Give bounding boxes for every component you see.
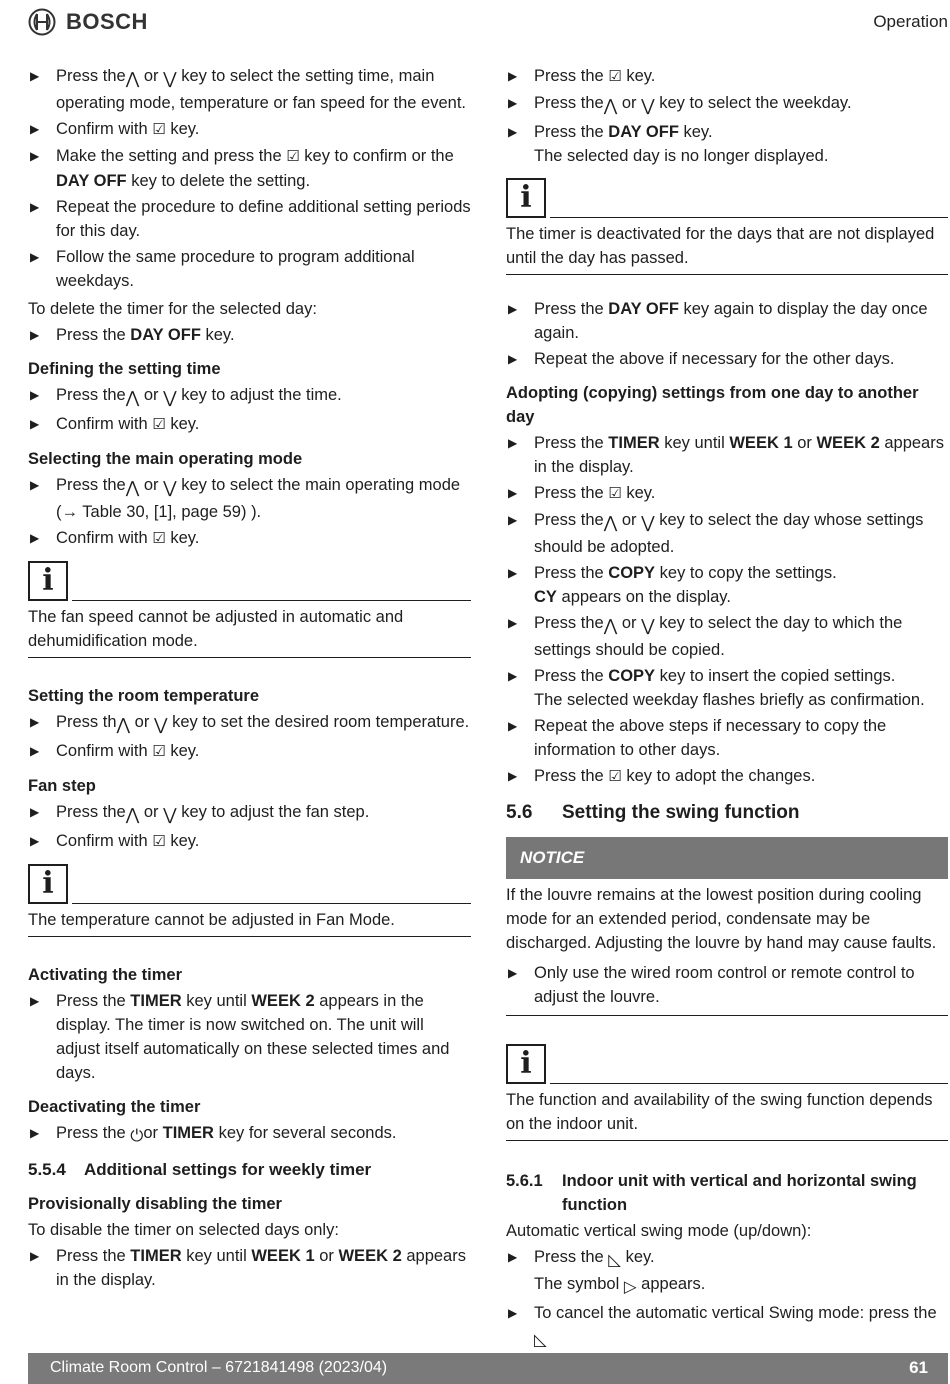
note-text: The fan speed cannot be adjusted in automatic and dehumidification mode. bbox=[28, 601, 471, 658]
up-key-icon: ⋀ bbox=[603, 97, 618, 115]
info-note bbox=[28, 561, 471, 658]
bullet-arrow-icon: ▶ bbox=[508, 352, 518, 366]
bullet-arrow-icon: ▶ bbox=[30, 834, 40, 848]
down-key-icon: ⋁ bbox=[641, 617, 655, 635]
power-key-icon: ⏻ bbox=[130, 1127, 144, 1145]
down-key-icon: ⋁ bbox=[163, 389, 177, 407]
list-item: ▶ Press th⋀ or ⋁ key to set the desired room temperature. bbox=[28, 710, 471, 737]
bullet-arrow-icon: ▶ bbox=[508, 769, 518, 783]
up-key-icon: ⋀ bbox=[603, 617, 618, 635]
notice-label: NOTICE bbox=[506, 837, 948, 879]
list-item: ▶ Confirm with ☑ key. bbox=[28, 526, 471, 551]
down-key-icon: ⋁ bbox=[641, 514, 655, 532]
list-item: ▶ Press the ☑ key to adopt the changes. bbox=[506, 764, 948, 789]
up-key-icon: ⋀ bbox=[125, 806, 140, 824]
info-icon: i bbox=[506, 1044, 546, 1084]
bullet-arrow-icon: ▶ bbox=[30, 744, 40, 758]
subheading: Fan step bbox=[28, 777, 96, 795]
bullet-arrow-icon: ▶ bbox=[508, 566, 518, 580]
bullet-arrow-icon: ▶ bbox=[508, 69, 518, 83]
list-item: ▶ Press the DAY OFF key again to display the day once again. bbox=[506, 297, 948, 345]
list-item: ▶ Press the DAY OFF key. bbox=[28, 323, 471, 347]
bullet-arrow-icon: ▶ bbox=[30, 69, 40, 83]
confirm-key-icon: ☑ bbox=[608, 485, 622, 502]
list-item: ▶ Press the⋀ or ⋁ key to adjust the time. bbox=[28, 383, 471, 410]
bullet-arrow-icon: ▶ bbox=[30, 478, 40, 492]
list-item: ▶ Only use the wired room control or remote control to adjust the louvre. bbox=[506, 961, 948, 1009]
down-key-icon: ⋁ bbox=[163, 70, 177, 88]
section-heading: 5.5.4 Additional settings for weekly timer bbox=[28, 1160, 372, 1179]
bullet-arrow-icon: ▶ bbox=[30, 805, 40, 819]
notice-body: If the louvre remains at the lowest position during cooling mode for an extended period, condensate may be discharged. Adjusting the louvre by hand may cause faults. ▶ Only use the wired room control or remote control to adjust the louvre. bbox=[506, 879, 948, 1016]
list-item: ▶ Press the ⏻or TIMER key for several seconds. bbox=[28, 1121, 471, 1148]
swing-key-icon: ◺ bbox=[534, 1331, 547, 1349]
bullet-arrow-icon: ▶ bbox=[30, 417, 40, 431]
bullet-arrow-icon: ▶ bbox=[30, 250, 40, 264]
list-item: ▶ Press the⋀ or ⋁ key to select the setting time, main operating mode, temperature or fan speed for the event. bbox=[28, 64, 471, 115]
bullet-arrow-icon: ▶ bbox=[508, 486, 518, 500]
subheading: Provisionally disabling the timer bbox=[28, 1195, 282, 1213]
paragraph: To disable the timer on selected days only: bbox=[28, 1221, 339, 1239]
bullet-arrow-icon: ▶ bbox=[508, 966, 518, 980]
list-item: ▶ Confirm with ☑ key. bbox=[28, 739, 471, 764]
list-item: ▶ Repeat the above steps if necessary to copy the information to other days. bbox=[506, 714, 948, 762]
list-item: ▶ To cancel the automatic vertical Swing mode: press the ◺ bbox=[506, 1301, 948, 1376]
bullet-arrow-icon: ▶ bbox=[30, 994, 40, 1008]
info-note bbox=[506, 178, 948, 275]
subheading: Selecting the main operating mode bbox=[28, 450, 303, 468]
bullet-arrow-icon: ▶ bbox=[508, 96, 518, 110]
list-item: ▶ Press the ☑ key. bbox=[506, 481, 948, 506]
subheading: Deactivating the timer bbox=[28, 1098, 201, 1116]
down-key-icon: ⋁ bbox=[641, 97, 655, 115]
bullet-arrow-icon: ▶ bbox=[508, 125, 518, 139]
subheading: Defining the setting time bbox=[28, 360, 221, 378]
list-item: ▶ Press the COPY key to insert the copied settings. The selected weekday flashes briefly as confirmation. bbox=[506, 664, 948, 712]
subheading: Adopting (copying) settings from one day to another day bbox=[506, 384, 919, 426]
list-item: ▶ Press the DAY OFF key. The selected day is no longer displayed. bbox=[506, 120, 948, 168]
bullet-arrow-icon: ▶ bbox=[508, 302, 518, 316]
list-item: ▶ Press the COPY key to copy the settings. CY appears on the display. bbox=[506, 561, 948, 609]
confirm-key-icon: ☑ bbox=[608, 68, 622, 85]
swing-key-icon: ◺ bbox=[608, 1251, 621, 1269]
list-item: ▶ Press the⋀ or ⋁ key to select the main operating mode (→ Table 30, [1], page 59) ). bbox=[28, 473, 471, 524]
bullet-arrow-icon: ▶ bbox=[30, 715, 40, 729]
note-text: The timer is deactivated for the days that are not displayed until the day has passed. bbox=[506, 218, 948, 275]
list-item: ▶ Follow the same procedure to program additional weekdays. bbox=[28, 245, 471, 293]
footer-doc-info: Climate Room Control – 6721841498 (2023/04) bbox=[50, 1359, 388, 1376]
bullet-arrow-icon: ▶ bbox=[508, 669, 518, 683]
confirm-key-icon: ☑ bbox=[152, 416, 166, 433]
list-item: ▶ Press the⋀ or ⋁ key to select the day whose settings should be adopted. bbox=[506, 508, 948, 559]
note-text: The temperature cannot be adjusted in Fan Mode. bbox=[28, 904, 471, 937]
bullet-arrow-icon: ▶ bbox=[508, 436, 518, 450]
bullet-arrow-icon: ▶ bbox=[30, 200, 40, 214]
up-key-icon: ⋀ bbox=[116, 716, 131, 734]
list-item: ▶ Confirm with ☑ key. bbox=[28, 829, 471, 854]
list-item: ▶ Press the TIMER key until WEEK 2 appears in the display. The timer is now switched on. The unit will adjust itself automatically on these selected times and days. bbox=[28, 989, 471, 1085]
list-item: ▶ Repeat the procedure to define additional setting periods for this day. bbox=[28, 195, 471, 243]
info-icon: i bbox=[28, 561, 68, 601]
list-item: ▶ Repeat the above if necessary for the other days. bbox=[506, 347, 948, 371]
page-footer bbox=[28, 1353, 948, 1384]
bosch-logo bbox=[28, 8, 148, 36]
bullet-arrow-icon: ▶ bbox=[508, 513, 518, 527]
confirm-key-icon: ☑ bbox=[152, 743, 166, 760]
down-key-icon: ⋁ bbox=[163, 479, 177, 497]
confirm-key-icon: ☑ bbox=[152, 530, 166, 547]
list-item: ▶ Press the⋀ or ⋁ key to select the day to which the settings should be copied. bbox=[506, 611, 948, 662]
up-key-icon: ⋀ bbox=[603, 514, 618, 532]
list-item: ▶ Press the⋀ or ⋁ key to select the weekday. bbox=[506, 91, 948, 118]
section-heading: 5.6.1 Indoor unit with vertical and horizontal swing function bbox=[506, 1172, 917, 1214]
bullet-arrow-icon: ▶ bbox=[30, 388, 40, 402]
info-note bbox=[28, 864, 471, 937]
list-item: ▶ Press the ☑ key. bbox=[506, 64, 948, 89]
subheading: Activating the timer bbox=[28, 966, 183, 984]
info-icon: i bbox=[28, 864, 68, 904]
list-item: ▶ Press the TIMER key until WEEK 1 or WEEK 2 appears in the display. bbox=[506, 431, 948, 479]
bullet-arrow-icon: ▶ bbox=[30, 328, 40, 342]
up-key-icon: ⋀ bbox=[125, 389, 140, 407]
confirm-key-icon: ☑ bbox=[286, 148, 300, 165]
up-key-icon: ⋀ bbox=[125, 70, 140, 88]
section-label: Operation bbox=[873, 12, 948, 31]
page-number: 61 bbox=[909, 1358, 928, 1377]
info-note bbox=[506, 1044, 948, 1141]
brand-name: BOSCH bbox=[66, 9, 148, 34]
list-item: ▶ Confirm with ☑ key. bbox=[28, 412, 471, 437]
up-key-icon: ⋀ bbox=[125, 479, 140, 497]
confirm-key-icon: ☑ bbox=[608, 768, 622, 785]
section-heading: 5.6 Setting the swing function bbox=[506, 802, 800, 823]
list-item: ▶ Confirm with ☑ key. bbox=[28, 117, 471, 142]
bullet-arrow-icon: ▶ bbox=[508, 1250, 518, 1264]
down-key-icon: ⋁ bbox=[153, 716, 168, 734]
right-column bbox=[506, 64, 948, 1378]
bullet-arrow-icon: ▶ bbox=[30, 1126, 40, 1140]
paragraph: To delete the timer for the selected day: bbox=[28, 300, 317, 318]
bullet-arrow-icon: ▶ bbox=[508, 1306, 518, 1320]
confirm-key-icon: ☑ bbox=[152, 121, 166, 138]
down-key-icon: ⋁ bbox=[163, 806, 177, 824]
confirm-key-icon: ☑ bbox=[152, 833, 166, 850]
info-icon: i bbox=[506, 178, 546, 218]
list-item: ▶ Press the ◺ key. The symbol ▷ appears. bbox=[506, 1245, 948, 1299]
bullet-arrow-icon: ▶ bbox=[508, 616, 518, 630]
bullet-arrow-icon: ▶ bbox=[30, 531, 40, 545]
list-item: ▶ Press the TIMER key until WEEK 1 or WEEK 2 appears in the display. bbox=[28, 1244, 471, 1292]
page-header bbox=[0, 0, 950, 44]
list-item: ▶ Make the setting and press the ☑ key to confirm or the DAY OFF key to delete the setting. bbox=[28, 144, 471, 193]
note-text: The function and availability of the swing function depends on the indoor unit. bbox=[506, 1084, 948, 1141]
list-item: ▶ Press the⋀ or ⋁ key to adjust the fan step. bbox=[28, 800, 471, 827]
subheading: Setting the room temperature bbox=[28, 687, 260, 705]
left-column bbox=[28, 64, 471, 1294]
swing-symbol-icon: ▷ bbox=[623, 1278, 637, 1296]
paragraph: Automatic vertical swing mode (up/down): bbox=[506, 1222, 812, 1240]
bullet-arrow-icon: ▶ bbox=[30, 149, 40, 163]
bullet-arrow-icon: ▶ bbox=[30, 122, 40, 136]
bullet-arrow-icon: ▶ bbox=[508, 719, 518, 733]
bullet-arrow-icon: ▶ bbox=[30, 1249, 40, 1263]
notice-box bbox=[506, 837, 948, 1016]
bosch-armature-icon bbox=[28, 8, 56, 36]
